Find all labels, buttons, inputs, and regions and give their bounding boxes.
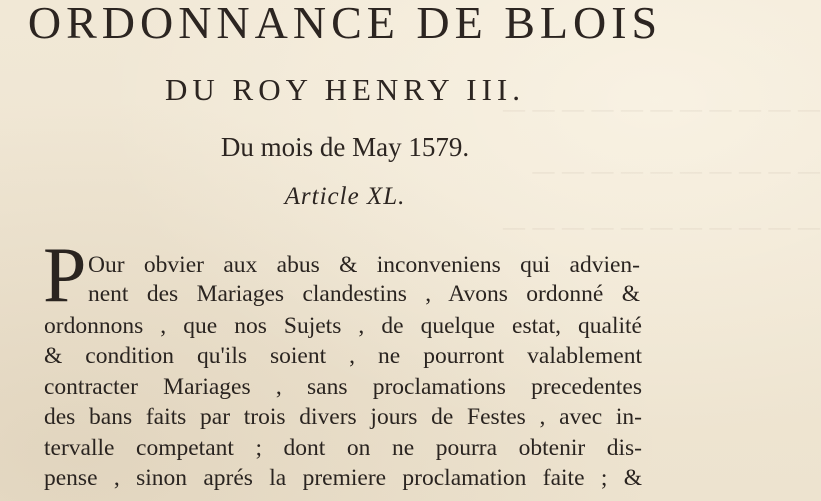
body-line: des bans faits par trois divers jours de Festes , avec in-: [44, 404, 642, 430]
body-line: & condition qu'ils soient , ne pourront valablement: [44, 343, 642, 369]
body-line: contracter Mariages , sans proclamations precedentes: [44, 374, 642, 400]
body-line: ordonnons , que nos Sujets , de quelque estat, qualité: [44, 313, 642, 339]
drop-cap: P: [43, 231, 87, 318]
document-date: Du mois de May 1579.: [220, 132, 470, 162]
show-through-text: — — — — — — — — — — —: [502, 96, 820, 121]
body-line: pense , sinon aprés la premiere proclamation faite ; &: [44, 465, 642, 491]
document-subtitle: DU ROY HENRY III.: [165, 72, 525, 107]
show-through-text: — — — — — — — — — —: [531, 158, 820, 183]
body-line: Our obvier aux abus & inconveniens qui advien-: [88, 252, 640, 278]
article-heading: Article XL.: [284, 183, 406, 210]
body-line: nent des Mariages clandestins , Avons ordonné &: [88, 281, 640, 307]
body-line: tervalle competant ; dont on ne pourra obtenir dis-: [44, 435, 642, 461]
show-through-text: — — — — — — — — — — —: [502, 214, 820, 239]
document-title: ORDONNANCE DE BLOIS: [27, 0, 663, 48]
